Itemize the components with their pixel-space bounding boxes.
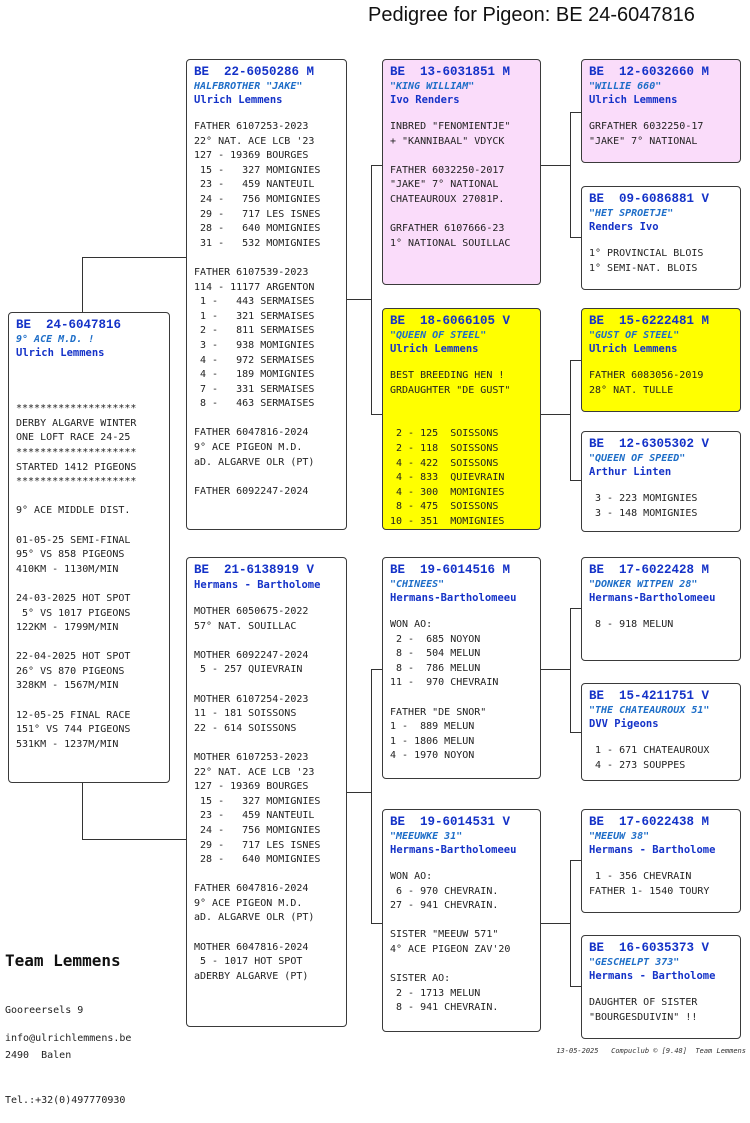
info-line: 11 - 181 SOISSONS — [194, 708, 297, 720]
info-line — [194, 412, 340, 427]
pigeon-card-dam[interactable] — [186, 557, 347, 1027]
pigeon-card-sire[interactable] — [186, 59, 347, 530]
info-line: 1° PROVINCIAL BLOIS — [589, 248, 704, 259]
info-line: + "KANNIBAAL" VDYCK — [390, 135, 505, 147]
info-line: aD. ALGARVE OLR (PT) — [194, 912, 315, 924]
info-line: 410KM - 1130M/MIN — [16, 563, 119, 575]
connector-line — [541, 414, 571, 415]
info-line — [194, 634, 340, 649]
connector-line — [541, 669, 571, 670]
connector-line — [371, 414, 382, 415]
info-line: MOTHER 6107253-2023 — [194, 751, 309, 763]
info-line: 5 - 257 QUIEVRAIN — [194, 664, 303, 676]
pigeon-card-sire-sire-dam[interactable] — [581, 186, 741, 290]
info-line: 28 - 640 MOMIGNIES — [194, 854, 321, 866]
info-line: 15 - 327 MOMIGNIES — [194, 795, 321, 807]
info-line: aDERBY ALGARVE (PT) — [194, 970, 309, 982]
pigeon-card-sire-sire[interactable] — [382, 59, 541, 285]
info-line: 328KM - 1567M/MIN — [16, 680, 119, 692]
owner-name: Ulrich Lemmens — [194, 94, 283, 106]
spacer — [194, 108, 340, 120]
info-line: INBRED "FENOMIENTJE" — [390, 121, 511, 132]
spacer — [589, 357, 734, 369]
info-line: DERBY ALGARVE WINTER — [16, 417, 137, 429]
info-line: 127 - 19369 BOURGES — [194, 150, 309, 162]
info-line: 24-03-2025 HOT SPOT — [16, 592, 131, 604]
ring-number: BE 09-6086881 V — [589, 192, 710, 206]
info-line — [16, 388, 163, 403]
info-line: DAUGHTER OF SISTER — [589, 997, 698, 1008]
spacer — [194, 593, 340, 605]
connector-line — [570, 112, 581, 113]
address-line: Tel.:+32(0)497770930 — [5, 1095, 126, 1106]
info-line: 22-04-2025 HOT SPOT — [16, 651, 131, 663]
info-line: ******************** — [16, 403, 137, 415]
pigeon-card-dam-sire[interactable] — [382, 557, 541, 779]
ring-number: BE 19-6014516 M — [390, 563, 511, 577]
info-line — [194, 736, 340, 751]
info-line: GRDAUGHTER "DE GUST" — [390, 384, 511, 396]
connector-line — [570, 860, 571, 986]
spacer — [589, 732, 734, 744]
connector-line — [82, 783, 83, 839]
connector-line — [570, 237, 581, 238]
info-line: 29 - 717 LES ISNES — [194, 839, 321, 851]
info-line: 29 - 717 LES ISNES — [194, 208, 321, 220]
info-line: 23 - 459 NANTEUIL — [194, 810, 315, 822]
info-line: "JAKE" 7° NATIONAL — [589, 135, 698, 147]
info-line — [390, 208, 534, 223]
info-line: MOTHER 6050675-2022 — [194, 606, 309, 617]
info-line: BEST BREEDING HEN ! — [390, 370, 505, 381]
connector-line — [570, 112, 571, 237]
connector-line — [82, 839, 186, 840]
owner-name: Hermans - Bartholome — [194, 579, 321, 591]
info-line: 24 - 756 MOMIGNIES — [194, 193, 321, 205]
info-line: 31 - 532 MOMIGNIES — [194, 237, 321, 249]
info-line: 3 - 938 MOMIGNIES — [194, 339, 315, 351]
info-line: 1 - 321 SERMAISES — [194, 310, 315, 322]
info-line: "BOURGESDUIVIN" !! — [589, 1011, 698, 1023]
info-line: FATHER 6092247-2024 — [194, 485, 309, 497]
ring-number: BE 17-6022438 M — [589, 815, 710, 829]
ring-number: BE 15-4211751 V — [589, 689, 710, 703]
info-line: FATHER 1- 1540 TOURY — [589, 885, 710, 897]
connector-line — [570, 360, 571, 480]
pigeon-card-dam-dam-dam[interactable] — [581, 935, 741, 1039]
info-line: 7 - 331 SERMAISES — [194, 383, 315, 395]
info-line: 1 - 443 SERMAISES — [194, 296, 315, 308]
info-line: 95° VS 858 PIGEONS — [16, 549, 125, 561]
team-email[interactable]: info@ulrichlemmens.be — [5, 1033, 132, 1044]
info-line — [16, 577, 163, 592]
pigeon-card-sire-sire-sire[interactable] — [581, 59, 741, 163]
info-line: FATHER 6107253-2023 — [194, 121, 309, 132]
pigeon-card-sire-dam-dam[interactable] — [581, 431, 741, 532]
connector-line — [570, 608, 571, 732]
info-line: 1 - 671 CHATEAUROUX — [589, 745, 710, 756]
info-line — [16, 490, 163, 505]
pigeon-nickname: 9° ACE M.D. ! — [16, 334, 95, 345]
team-address — [5, 973, 125, 1123]
info-line: 28 - 640 MOMIGNIES — [194, 223, 321, 235]
info-line — [390, 413, 534, 428]
spacer — [390, 858, 534, 870]
info-line — [194, 678, 340, 693]
info-line: 2 - 118 SOISSONS — [390, 442, 499, 454]
connector-line — [541, 165, 571, 166]
info-line: MOTHER 6047816-2024 — [194, 941, 309, 953]
info-line: 22 - 614 SOISSONS — [194, 722, 297, 734]
info-line: 11 - 970 CHEVRAIN — [390, 677, 499, 689]
page-title: Pedigree for Pigeon: BE 24-6047816 — [368, 4, 695, 26]
spacer — [589, 984, 734, 996]
connector-line — [570, 860, 581, 861]
info-line: FATHER 6083056-2019 — [589, 370, 704, 381]
pigeon-card-subject[interactable] — [8, 312, 170, 783]
ring-number: BE 19-6014531 V — [390, 815, 511, 829]
connector-line — [82, 257, 186, 258]
info-line: ONE LOFT RACE 24-25 — [16, 432, 131, 444]
info-line: 4 - 189 MOMIGNIES — [194, 369, 315, 381]
connector-line — [371, 669, 382, 670]
info-line: 9° ACE PIGEON M.D. — [194, 897, 303, 909]
info-line: MOTHER 6107254-2023 — [194, 693, 309, 705]
info-line — [16, 519, 163, 534]
connector-line — [82, 257, 83, 312]
owner-name: Ulrich Lemmens — [589, 343, 678, 355]
pigeon-nickname: "QUEEN OF SPEED" — [589, 453, 686, 464]
info-line — [194, 868, 340, 883]
connector-line — [541, 923, 571, 924]
info-line: 1° NATIONAL SOUILLAC — [390, 237, 511, 249]
info-line: SISTER AO: — [390, 973, 451, 985]
info-line: 4 - 972 SERMAISES — [194, 354, 315, 366]
pigeon-nickname: "THE CHATEAUROUX 51" — [589, 705, 710, 716]
connector-line — [570, 608, 581, 609]
info-line: FATHER 6107539-2023 — [194, 266, 309, 278]
info-line: 4 - 422 SOISSONS — [390, 457, 499, 469]
info-line: 01-05-25 SEMI-FINAL — [16, 534, 131, 546]
info-line: SISTER "MEEUW 571" — [390, 929, 499, 941]
pigeon-nickname: "KING WILLIAM" — [390, 81, 475, 92]
info-line: FATHER "DE SNOR" — [390, 706, 487, 718]
ring-number: BE 22-6050286 M — [194, 65, 315, 79]
ring-number: BE 24-6047816 — [16, 318, 122, 332]
info-line: 23 - 459 NANTEUIL — [194, 179, 315, 191]
pigeon-nickname: "CHINEES" — [390, 579, 445, 590]
info-line: WON AO: — [390, 871, 433, 882]
spacer — [589, 235, 734, 247]
info-line: GRFATHER 6107666-23 — [390, 223, 505, 235]
info-line: 122KM - 1799M/MIN — [16, 622, 119, 634]
info-line: 8 - 475 SOISSONS — [390, 501, 499, 513]
ring-number: BE 21-6138919 V — [194, 563, 315, 577]
info-line: "JAKE" 7° NATIONAL — [390, 179, 499, 191]
info-line: STARTED 1412 PIGEONS — [16, 461, 137, 473]
spacer — [390, 606, 534, 618]
address-line: 2490 Balen — [5, 1050, 72, 1061]
pigeon-nickname: "WILLIE 660" — [589, 81, 662, 92]
info-line — [390, 958, 534, 973]
info-line: 1° SEMI-NAT. BLOIS — [589, 262, 698, 274]
pigeon-nickname: "DONKER WITPEN 28" — [589, 579, 698, 590]
info-line: 8 - 463 SERMAISES — [194, 398, 315, 410]
info-line: 8 - 918 MELUN — [589, 619, 674, 630]
info-line: 22° NAT. ACE LCB '23 — [194, 766, 315, 778]
spacer — [390, 108, 534, 120]
info-line: 1 - 356 CHEVRAIN — [589, 871, 692, 882]
pigeon-nickname: "GESCHELPT 373" — [589, 957, 680, 968]
ring-number: BE 17-6022428 M — [589, 563, 710, 577]
info-line: 3 - 148 MOMIGNIES — [589, 507, 698, 519]
owner-name: Hermans - Bartholome — [589, 970, 716, 982]
pigeon-nickname: "QUEEN OF STEEL" — [390, 330, 487, 341]
owner-name: Arthur Linten — [589, 466, 672, 478]
owner-name: Renders Ivo — [589, 221, 659, 233]
info-line: GRFATHER 6032250-17 — [589, 121, 704, 132]
connector-line — [371, 165, 372, 414]
info-line: aD. ALGARVE OLR (PT) — [194, 456, 315, 468]
info-line: 151° VS 744 PIGEONS — [16, 724, 131, 736]
connector-line — [570, 732, 581, 733]
info-line: 15 - 327 MOMIGNIES — [194, 164, 321, 176]
pigeon-card-dam-dam-sire[interactable] — [581, 809, 741, 913]
pigeon-card-dam-dam[interactable] — [382, 809, 541, 1032]
info-line: 9° ACE PIGEON M.D. — [194, 442, 303, 454]
info-line: 127 - 19369 BOURGES — [194, 781, 309, 793]
owner-name: Ivo Renders — [390, 94, 460, 106]
connector-line — [570, 480, 581, 481]
pigeon-nickname: "GUST OF STEEL" — [589, 330, 680, 341]
info-line: 5° VS 1017 PIGEONS — [16, 607, 131, 619]
owner-name: Ulrich Lemmens — [16, 347, 105, 359]
info-line: 22° NAT. ACE LCB '23 — [194, 135, 315, 147]
info-line — [16, 694, 163, 709]
ring-number: BE 15-6222481 M — [589, 314, 710, 328]
info-line: 8 - 504 MELUN — [390, 648, 481, 660]
pigeon-card-sire-dam-sire[interactable] — [581, 308, 741, 412]
info-line: 10 - 351 MOMIGNIES — [390, 515, 505, 527]
info-line: 4° ACE PIGEON ZAV'20 — [390, 943, 511, 955]
info-line: 9° ACE MIDDLE DIST. — [16, 505, 131, 517]
connector-line — [371, 669, 372, 923]
info-line: 4 - 1970 NOYON — [390, 750, 475, 762]
info-line — [16, 636, 163, 651]
pigeon-nickname: "HET SPROETJE" — [589, 208, 674, 219]
spacer — [589, 606, 734, 618]
spacer — [390, 357, 534, 369]
owner-name: DVV Pigeons — [589, 718, 659, 730]
info-line: 26° VS 870 PIGEONS — [16, 665, 125, 677]
info-line: 27 - 941 CHEVRAIN. — [390, 900, 499, 912]
info-line: 2 - 125 SOISSONS — [390, 428, 499, 440]
info-line — [194, 926, 340, 941]
info-line: 8 - 786 MELUN — [390, 662, 481, 674]
ring-number: BE 16-6035373 V — [589, 941, 710, 955]
info-line: 2 - 685 NOYON — [390, 633, 481, 645]
info-line: 8 - 941 CHEVRAIN. — [390, 1002, 499, 1014]
connector-line — [570, 360, 581, 361]
info-line: 5 - 1017 HOT SPOT — [194, 956, 303, 968]
pigeon-nickname: "MEEUWKE 31" — [390, 831, 463, 842]
info-line — [194, 251, 340, 266]
info-line — [390, 914, 534, 929]
info-line: 4 - 273 SOUPPES — [589, 759, 686, 771]
team-name: Team Lemmens — [5, 951, 121, 970]
owner-name: Hermans-Bartholomeeu — [390, 844, 517, 856]
connector-line — [371, 923, 382, 924]
pigeon-nickname: HALFBROTHER "JAKE" — [194, 81, 303, 92]
info-line: 3 - 223 MOMIGNIES — [589, 493, 698, 504]
info-line: 531KM - 1237M/MIN — [16, 738, 119, 750]
info-line: FATHER 6047816-2024 — [194, 883, 309, 895]
info-line: ******************** — [16, 446, 137, 458]
spacer — [589, 108, 734, 120]
pigeon-card-dam-sire-sire[interactable] — [581, 557, 741, 661]
connector-line — [347, 299, 372, 300]
info-line — [390, 398, 534, 413]
info-line: 2 - 1713 MELUN — [390, 987, 481, 999]
info-line — [194, 470, 340, 485]
connector-line — [347, 792, 372, 793]
connector-line — [570, 986, 581, 987]
info-line: 1 - 1806 MELUN — [390, 735, 475, 747]
info-line: FATHER 6047816-2024 — [194, 427, 309, 439]
connector-line — [371, 165, 382, 166]
info-line — [16, 373, 163, 388]
info-line — [390, 691, 534, 706]
info-line: CHATEAUROUX 27081P. — [390, 193, 505, 205]
ring-number: BE 12-6305302 V — [589, 437, 710, 451]
info-line: 12-05-25 FINAL RACE — [16, 709, 131, 721]
ring-number: BE 18-6066105 V — [390, 314, 511, 328]
info-line: FATHER 6032250-2017 — [390, 164, 505, 176]
info-line: 2 - 811 SERMAISES — [194, 325, 315, 337]
pigeon-card-sire-dam[interactable] — [382, 308, 541, 530]
spacer — [16, 361, 163, 373]
info-line: ******************** — [16, 476, 137, 488]
info-line: 4 - 300 MOMIGNIES — [390, 486, 505, 498]
info-line: 28° NAT. TULLE — [589, 384, 674, 396]
owner-name: Hermans-Bartholomeeu — [390, 592, 517, 604]
ring-number: BE 12-6032660 M — [589, 65, 710, 79]
pigeon-nickname: "MEEUW 38" — [589, 831, 650, 842]
info-line: 57° NAT. SOUILLAC — [194, 620, 297, 632]
info-line: 114 - 11177 ARGENTON — [194, 281, 315, 293]
info-line: 1 - 889 MELUN — [390, 721, 475, 733]
owner-name: Hermans - Bartholome — [589, 844, 716, 856]
spacer — [589, 858, 734, 870]
ring-number: BE 13-6031851 M — [390, 65, 511, 79]
info-line — [390, 149, 534, 164]
info-line: 6 - 970 CHEVRAIN. — [390, 885, 499, 897]
footer-credit: 13-05-2025 Compuclub © [9.48] Team Lemmens — [556, 1047, 746, 1055]
owner-name: Ulrich Lemmens — [589, 94, 678, 106]
spacer — [589, 480, 734, 492]
owner-name: Ulrich Lemmens — [390, 343, 479, 355]
address-line: Gooreersels 9 — [5, 1005, 84, 1016]
pigeon-card-dam-sire-dam[interactable] — [581, 683, 741, 781]
info-line: 24 - 756 MOMIGNIES — [194, 824, 321, 836]
info-line: 4 - 833 QUIEVRAIN — [390, 472, 505, 484]
info-line: MOTHER 6092247-2024 — [194, 649, 309, 661]
info-line: WON AO: — [390, 619, 433, 630]
owner-name: Hermans-Bartholomeeu — [589, 592, 716, 604]
